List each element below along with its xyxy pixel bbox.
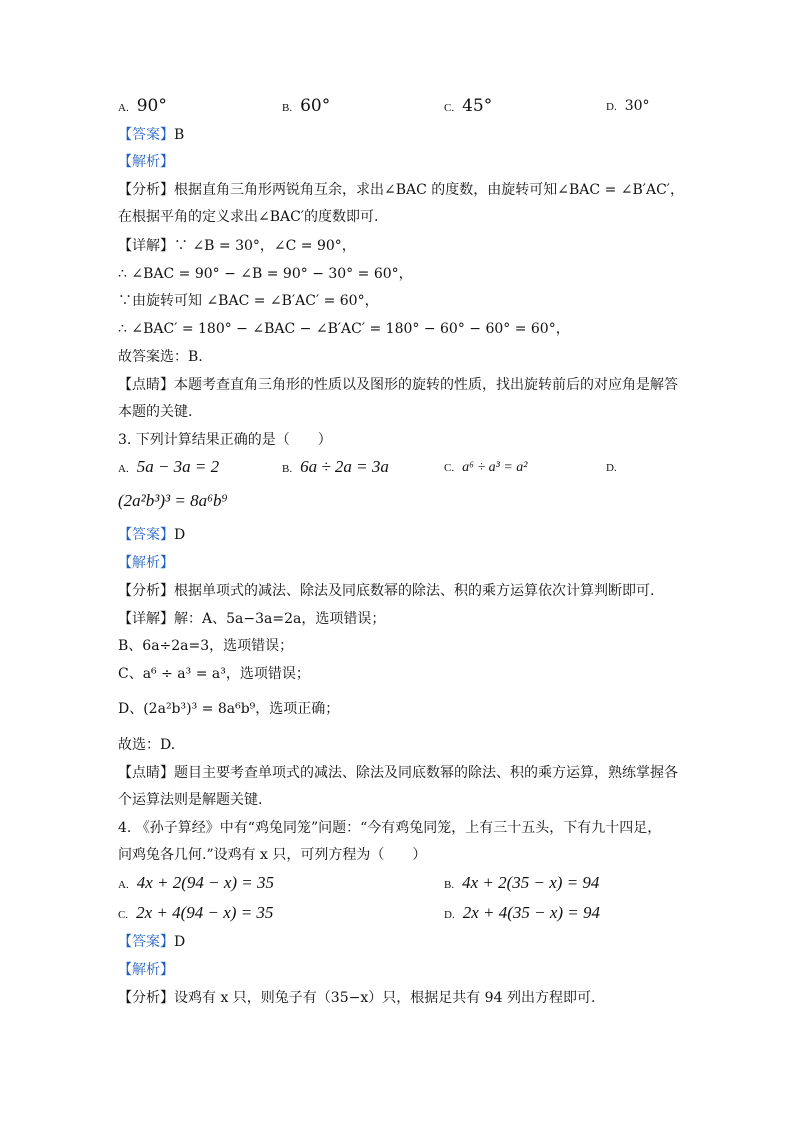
fenxi-text: 根据直角三角形两锐角互余，求出∠BAC 的度数，由旋转可知∠BAC = ∠B′AC′， xyxy=(174,182,684,198)
option-text: 90° xyxy=(136,96,167,116)
option-text: 4x + 2(35 − x) = 94 xyxy=(462,873,600,892)
q3-option-c xyxy=(444,457,528,478)
dianjing-tag: 【点睛】 xyxy=(118,377,174,393)
q3-dianjing-line1 xyxy=(118,764,678,782)
q2-fenxi-line1 xyxy=(118,181,684,199)
q4-option-a xyxy=(118,873,274,895)
option-text: 30° xyxy=(624,98,650,114)
fenxi-text: 根据单项式的减法、除法及同底数幂的除法、积的乘方运算依次计算判断即可. xyxy=(174,583,655,599)
answer-value: D xyxy=(174,527,186,543)
fenxi-tag: 【分析】 xyxy=(118,990,174,1006)
option-text: 6a ÷ 2a = 3a xyxy=(300,457,389,476)
detail-text: ∵ ∠B = 30°，∠C = 90°， xyxy=(174,238,356,254)
q3-detail-line4: D、(2a²b³)³ = 8a⁶b⁹，选项正确； xyxy=(118,701,340,717)
answer-value: D xyxy=(174,934,186,950)
q4-option-b xyxy=(444,873,599,895)
q4-analysis-tag xyxy=(118,961,174,979)
q3-detail-line3: C、a⁶ ÷ a³ = a³，选项错误； xyxy=(118,666,310,682)
q3-fenxi-line1 xyxy=(118,582,654,600)
detail-tag: 【详解】 xyxy=(118,238,174,254)
q2-detail-line1 xyxy=(118,237,356,255)
option-text: 45° xyxy=(462,96,493,116)
q3-dianjing-line2: 个运算法则是解题关键. xyxy=(118,792,263,808)
option-text: a⁶ ÷ a³ = a² xyxy=(462,460,528,475)
dianjing-text: 题目主要考查单项式的减法、除法及同底数幂的除法、积的乘方运算，熟练掌握各 xyxy=(174,765,678,781)
answer-value: B xyxy=(174,127,185,143)
analysis-tag: 【解析】 xyxy=(118,154,174,170)
q2-detail-line2: ∴ ∠BAC = 90° − ∠B = 90° − 30° = 60°， xyxy=(118,266,413,282)
option-label: A. xyxy=(118,879,129,891)
dianjing-tag: 【点睛】 xyxy=(118,765,174,781)
option-label: C. xyxy=(444,102,455,114)
option-label: A. xyxy=(118,463,129,475)
q2-detail-line4: ∴ ∠BAC′ = 180° − ∠BAC − ∠B′AC′ = 180° − 60° − 60° = 60°， xyxy=(118,321,570,337)
option-label: D. xyxy=(606,101,617,113)
q3-analysis-tag xyxy=(118,554,174,572)
q3-option-b xyxy=(282,457,389,479)
q4-option-d xyxy=(444,903,600,925)
answer-tag: 【答案】 xyxy=(118,934,174,950)
detail-tag: 【详解】 xyxy=(118,611,174,627)
q3-stem: 3. 下列计算结果正确的是（ ） xyxy=(118,432,332,448)
q3-option-d xyxy=(606,457,625,478)
option-label: C. xyxy=(118,909,129,921)
option-label: C. xyxy=(444,462,455,474)
fenxi-tag: 【分析】 xyxy=(118,583,174,599)
analysis-tag: 【解析】 xyxy=(118,962,174,978)
q2-option-d xyxy=(606,96,650,117)
q2-answer xyxy=(118,126,184,144)
option-label: B. xyxy=(282,102,293,114)
fenxi-text: 设鸡有 x 只，则兔子有（35−x）只，根据足共有 94 列出方程即可. xyxy=(174,990,596,1006)
answer-tag: 【答案】 xyxy=(118,127,174,143)
option-text: 5a − 3a = 2 xyxy=(136,457,220,476)
q3-option-d-formula: (2a²b³)³ = 8a⁶b⁹ xyxy=(118,491,228,510)
q2-fenxi-line2: 在根据平角的定义求出∠BAC′的度数即可. xyxy=(118,209,379,225)
q2-dianjing-line1 xyxy=(118,376,678,394)
q2-detail-line3: ∵由旋转可知 ∠BAC = ∠B′AC′ = 60°， xyxy=(118,293,379,309)
option-text: 2x + 4(94 − x) = 35 xyxy=(136,903,274,922)
q2-dianjing-line2: 本题的关键. xyxy=(118,404,193,420)
q3-detail-line1 xyxy=(118,610,385,628)
q4-stem-line1: 4. 《孙子算经》中有“鸡兔同笼”问题：“今有鸡兔同笼，上有三十五头，下有九十四足， xyxy=(118,820,662,836)
q3-option-a xyxy=(118,457,219,479)
option-text: 4x + 2(94 − x) = 35 xyxy=(136,873,275,892)
q3-detail-line5: 故选：D. xyxy=(118,737,176,753)
option-text: 60° xyxy=(300,96,331,116)
q2-analysis-tag xyxy=(118,153,174,171)
q2-option-c xyxy=(444,96,492,118)
q4-option-c xyxy=(118,903,273,925)
q4-fenxi-line1 xyxy=(118,989,595,1007)
option-label: B. xyxy=(282,463,293,475)
q2-option-b xyxy=(282,96,330,118)
detail-text: 解：A、5a−3a=2a，选项错误； xyxy=(174,611,386,627)
option-label: D. xyxy=(444,909,455,921)
q3-answer xyxy=(118,526,185,544)
option-label: B. xyxy=(444,879,455,891)
option-label: A. xyxy=(118,102,129,114)
q2-detail-line5: 故答案选：B. xyxy=(118,349,203,365)
dianjing-text: 本题考查直角三角形的性质以及图形的旋转的性质，找出旋转前后的对应角是解答 xyxy=(174,377,678,393)
q3-detail-line2: B、6a÷2a=3，选项错误； xyxy=(118,638,294,654)
q4-answer xyxy=(118,933,185,951)
answer-tag: 【答案】 xyxy=(118,527,174,543)
fenxi-tag: 【分析】 xyxy=(118,182,174,198)
option-label: D. xyxy=(606,462,617,474)
q4-stem-line2: 问鸡兔各几何.”设鸡有 x 只，可列方程为（ ） xyxy=(118,847,427,863)
q2-option-a xyxy=(118,96,167,118)
option-text: 2x + 4(35 − x) = 94 xyxy=(462,903,601,922)
analysis-tag: 【解析】 xyxy=(118,555,174,571)
